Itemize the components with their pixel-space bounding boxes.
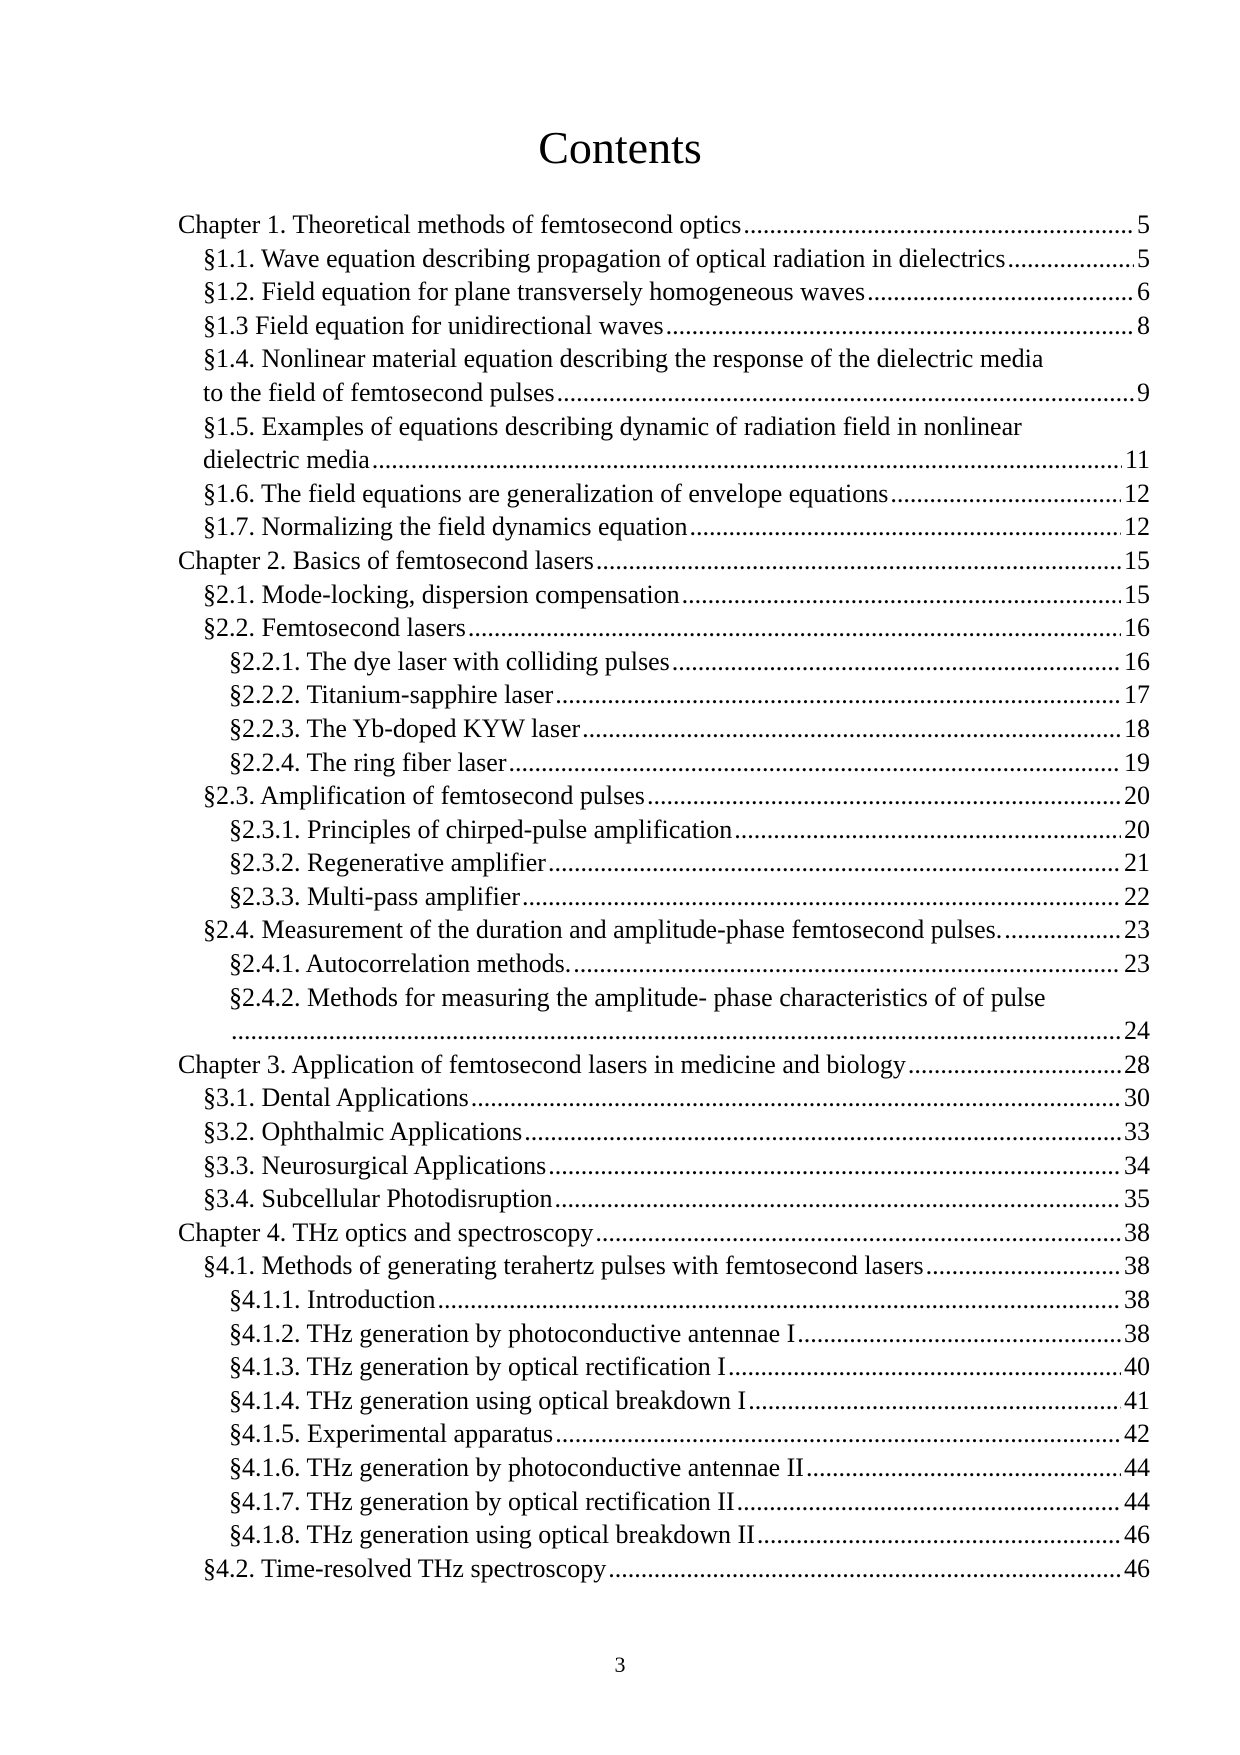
toc-entry-title: Chapter 4. THz optics and spectroscopy xyxy=(178,1217,594,1247)
leader-dots xyxy=(596,544,1121,578)
toc-entry[interactable] xyxy=(178,1552,1150,1586)
toc-entry-page: 38 xyxy=(1124,1251,1150,1281)
leader-dots xyxy=(734,813,1121,847)
toc-entry-title: §4.1.5. Experimental apparatus xyxy=(229,1419,554,1449)
toc-entry-page: 46 xyxy=(1124,1553,1150,1583)
leader-dots xyxy=(522,880,1121,914)
toc-entry-page: 38 xyxy=(1124,1318,1150,1348)
toc-entry-page: 44 xyxy=(1124,1452,1150,1482)
page-number: 3 xyxy=(614,1652,626,1677)
leader-dots xyxy=(471,1081,1121,1115)
toc-entry-title-line2: to the field of femtosecond pulses xyxy=(203,377,555,407)
toc-entry-title: §3.1. Dental Applications xyxy=(203,1083,469,1113)
leader-dots xyxy=(372,443,1122,477)
toc-entry-page: 19 xyxy=(1124,747,1150,777)
toc-entry-title: §4.1.8. THz generation using optical breakdown II xyxy=(229,1520,755,1550)
toc-entry-title: §4.1.4. THz generation using optical breakdown I xyxy=(229,1385,747,1415)
leader-dots xyxy=(743,208,1134,242)
leader-dots xyxy=(682,578,1121,612)
toc-entry-title: §4.1.2. THz generation by photoconductive antennae I xyxy=(229,1318,796,1348)
toc-entry-page: 8 xyxy=(1137,310,1150,340)
toc-entry-page: 5 xyxy=(1137,210,1150,239)
toc-entry[interactable] xyxy=(178,880,1150,914)
toc-entry[interactable] xyxy=(178,1048,1150,1082)
toc-entry-title: §2.4. Measurement of the duration and amplitude-phase femtosecond pulses. xyxy=(203,915,1003,945)
toc-entry[interactable] xyxy=(178,410,1150,477)
toc-entry-title: §2.2. Femtosecond lasers xyxy=(203,613,466,643)
toc-entry[interactable] xyxy=(178,1182,1150,1216)
leader-dots xyxy=(231,1014,1121,1048)
toc-entry[interactable] xyxy=(178,981,1150,1048)
leader-dots xyxy=(555,678,1121,712)
toc-entry[interactable] xyxy=(178,477,1150,511)
toc-entry-page: 20 xyxy=(1124,814,1150,844)
toc-entry[interactable] xyxy=(178,1384,1150,1418)
toc-entry-page: 44 xyxy=(1124,1486,1150,1516)
toc-entry-title: §2.3.3. Multi-pass amplifier xyxy=(229,881,521,911)
page-title: Contents xyxy=(538,122,702,173)
toc-entry-page: 11 xyxy=(1124,445,1150,475)
toc-entry-title: §4.1. Methods of generating terahertz pulses with femtosecond lasers xyxy=(203,1251,924,1281)
toc-entry[interactable] xyxy=(178,510,1150,544)
toc-entry-title: §2.3.1. Principles of chirped-pulse amplification xyxy=(229,814,733,844)
toc-entry-page: 18 xyxy=(1124,713,1150,743)
toc-entry-title: §2.2.3. The Yb-doped KYW laser xyxy=(229,713,581,743)
toc-entry-title: §4.1.3. THz generation by optical rectification I xyxy=(229,1352,726,1382)
toc-entry-page: 42 xyxy=(1124,1419,1150,1449)
toc-entry-page: 41 xyxy=(1124,1385,1150,1415)
leader-dots xyxy=(757,1518,1121,1552)
toc-entry[interactable] xyxy=(178,342,1150,409)
toc-entry-title: §3.2. Ophthalmic Applications xyxy=(203,1117,523,1147)
toc-entry-title: §2.2.2. Titanium-sapphire laser xyxy=(229,680,554,710)
toc-entry-title: Chapter 3. Application of femtosecond lasers in medicine and biology xyxy=(178,1049,906,1079)
toc-entry-page: 15 xyxy=(1124,579,1150,609)
toc-entry-title: §1.6. The field equations are generalization of envelope equations xyxy=(203,478,889,508)
leader-dots xyxy=(728,1350,1121,1384)
toc-entry-title: §1.7. Normalizing the field dynamics equation xyxy=(203,512,688,542)
leader-dots xyxy=(748,1384,1121,1418)
toc-entry-title-line1: §1.4. Nonlinear material equation describing the response of the dielectric media xyxy=(203,344,1044,374)
leader-dots xyxy=(582,712,1121,746)
toc-entry-page: 23 xyxy=(1124,915,1150,945)
leader-dots xyxy=(647,779,1121,813)
leader-dots xyxy=(926,1249,1121,1283)
toc-entry-title: §1.2. Field equation for plane transversely homogeneous waves xyxy=(203,277,866,307)
toc-entry[interactable] xyxy=(178,544,1150,578)
leader-dots xyxy=(1004,913,1121,947)
leader-dots xyxy=(908,1048,1121,1082)
toc-entry-page: 30 xyxy=(1124,1083,1150,1113)
leader-dots xyxy=(666,309,1134,343)
toc-entry-page: 35 xyxy=(1124,1184,1150,1214)
toc-entry[interactable] xyxy=(178,813,1150,847)
toc-entry-page: 12 xyxy=(1124,478,1150,508)
toc-entry-title: §2.3.2. Regenerative amplifier xyxy=(229,848,546,878)
leader-dots xyxy=(867,275,1134,309)
leader-dots xyxy=(509,746,1122,780)
toc-entry-title: Chapter 2. Basics of femtosecond lasers xyxy=(178,545,594,575)
toc-entry[interactable] xyxy=(178,1216,1150,1250)
toc-entry[interactable] xyxy=(178,1283,1150,1317)
toc-entry[interactable] xyxy=(178,275,1150,309)
leader-dots xyxy=(1007,242,1134,276)
toc-entry-page: 22 xyxy=(1124,881,1150,911)
toc-entry[interactable] xyxy=(178,242,1150,276)
toc-entry[interactable] xyxy=(178,947,1150,981)
toc-entry-page: 12 xyxy=(1124,512,1150,542)
toc-entry[interactable] xyxy=(178,678,1150,712)
toc-entry[interactable] xyxy=(178,1249,1150,1283)
toc-entry-title: §2.1. Mode-locking, dispersion compensation xyxy=(203,579,680,609)
toc-entry[interactable] xyxy=(178,1451,1150,1485)
toc-entry-title: §4.2. Time-resolved THz spectroscopy xyxy=(203,1553,607,1583)
toc-entry[interactable] xyxy=(178,309,1150,343)
toc-entry-page: 24 xyxy=(1124,1016,1150,1046)
leader-dots xyxy=(672,645,1121,679)
toc-entry-title: §4.1.1. Introduction xyxy=(229,1285,436,1314)
toc-entry[interactable] xyxy=(178,645,1150,679)
toc-entry-page: 20 xyxy=(1124,781,1150,811)
toc-entry-title: §4.1.6. THz generation by photoconductive antennae II xyxy=(229,1452,804,1482)
toc-entry-title: §1.3 Field equation for unidirectional waves xyxy=(203,310,664,340)
leader-dots xyxy=(797,1317,1121,1351)
toc-entry-page: 34 xyxy=(1124,1150,1150,1180)
toc-entry-page: 38 xyxy=(1124,1285,1150,1314)
leader-dots xyxy=(468,611,1121,645)
toc-entry-page: 15 xyxy=(1124,545,1150,575)
leader-dots xyxy=(608,1552,1121,1586)
leader-dots xyxy=(555,1417,1121,1451)
toc-entry-page: 17 xyxy=(1124,680,1150,710)
toc-entry[interactable] xyxy=(178,1417,1150,1451)
toc-entry[interactable] xyxy=(178,1317,1150,1351)
toc-entry[interactable] xyxy=(178,846,1150,880)
leader-dots xyxy=(690,510,1122,544)
table-of-contents xyxy=(178,208,1150,1585)
toc-entry-page: 5 xyxy=(1137,243,1150,273)
leader-dots xyxy=(806,1451,1121,1485)
toc-entry-title: Chapter 1. Theoretical methods of femtosecond optics xyxy=(178,210,742,239)
toc-entry[interactable] xyxy=(178,1518,1150,1552)
toc-entry-page: 9 xyxy=(1137,377,1150,407)
toc-entry-page: 40 xyxy=(1124,1352,1150,1382)
toc-entry-title-line1: §2.4.2. Methods for measuring the amplitude- phase characteristics of of pulse xyxy=(229,982,1046,1012)
toc-entry[interactable] xyxy=(178,913,1150,947)
toc-entry-title: §1.1. Wave equation describing propagation of optical radiation in dielectrics xyxy=(203,243,1006,273)
toc-entry[interactable] xyxy=(178,1115,1150,1149)
toc-entry-title-line1: §1.5. Examples of equations describing dynamic of radiation field in nonlinear xyxy=(203,411,1022,441)
toc-entry-title: §4.1.7. THz generation by optical rectification II xyxy=(229,1486,735,1516)
leader-dots xyxy=(555,1182,1121,1216)
toc-entry-page: 16 xyxy=(1124,646,1150,676)
toc-entry[interactable] xyxy=(178,578,1150,612)
toc-entry-page: 28 xyxy=(1124,1049,1150,1079)
toc-entry-title-line2: dielectric media xyxy=(203,445,370,475)
toc-entry-page: 23 xyxy=(1124,949,1150,979)
leader-dots xyxy=(557,376,1134,410)
toc-entry[interactable] xyxy=(178,746,1150,780)
toc-entry[interactable] xyxy=(178,712,1150,746)
toc-entry-page: 21 xyxy=(1124,848,1150,878)
toc-entry[interactable] xyxy=(178,208,1150,242)
toc-entry[interactable] xyxy=(178,1485,1150,1519)
toc-entry[interactable] xyxy=(178,779,1150,813)
leader-dots xyxy=(438,1283,1121,1317)
leader-dots xyxy=(524,1115,1121,1149)
toc-entry-page: 38 xyxy=(1124,1217,1150,1247)
leader-dots xyxy=(737,1485,1121,1519)
toc-entry-title: §2.2.4. The ring fiber laser xyxy=(229,747,507,777)
toc-entry[interactable] xyxy=(178,611,1150,645)
leader-dots xyxy=(890,477,1121,511)
toc-entry-title: §2.3. Amplification of femtosecond pulses xyxy=(203,781,645,811)
toc-entry-title: §3.4. Subcellular Photodisruption xyxy=(203,1184,553,1214)
toc-entry-page: 33 xyxy=(1124,1117,1150,1147)
toc-entry[interactable] xyxy=(178,1350,1150,1384)
toc-entry-page: 16 xyxy=(1124,613,1150,643)
toc-entry[interactable] xyxy=(178,1081,1150,1115)
toc-entry-title: §2.4.1. Autocorrelation methods. xyxy=(229,949,572,979)
toc-entry-page: 46 xyxy=(1124,1520,1150,1550)
toc-entry-title: §3.3. Neurosurgical Applications xyxy=(203,1150,547,1180)
leader-dots xyxy=(573,947,1121,981)
toc-entry-title: §2.2.1. The dye laser with colliding pulses xyxy=(229,646,670,676)
toc-entry-page: 6 xyxy=(1137,277,1150,307)
leader-dots xyxy=(548,1149,1121,1183)
leader-dots xyxy=(548,846,1121,880)
leader-dots xyxy=(595,1216,1121,1250)
toc-entry[interactable] xyxy=(178,1149,1150,1183)
